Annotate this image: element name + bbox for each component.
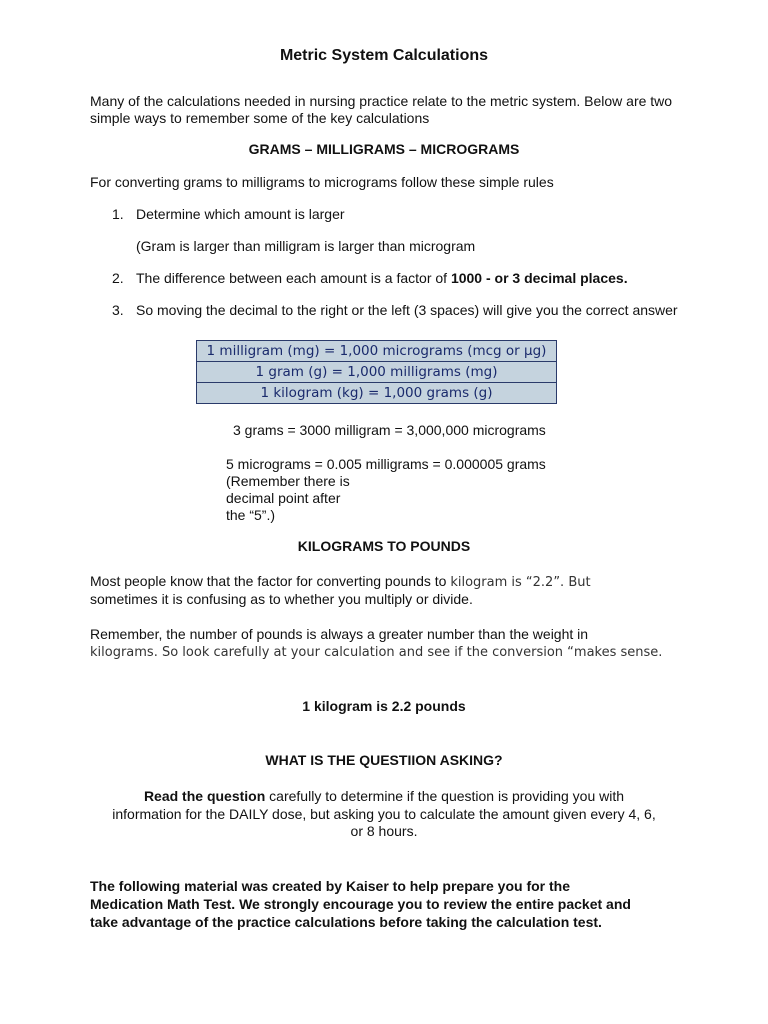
closing-line: take advantage of the practice calculations before taking the calculation test.: [90, 914, 602, 930]
list-number-1: 1.: [112, 206, 124, 222]
section-heading-grams: GRAMS – MILLIGRAMS – MICROGRAMS: [248, 141, 520, 157]
page-title: Metric System Calculations: [279, 47, 489, 64]
section-lead-grams: For converting grams to milligrams to micrograms follow these simple rules: [90, 174, 554, 190]
list-item-2-text: The difference between each amount is a factor of: [136, 270, 451, 286]
question-line-3: or 8 hours.: [350, 823, 418, 839]
question-lead-bold: Read the question: [143, 788, 266, 804]
kg-p1-part-a: Most people know that the factor for converting pounds to: [90, 573, 451, 589]
table-row: [197, 341, 557, 362]
list-number-2: 2.: [112, 270, 124, 286]
table-row: [197, 383, 557, 404]
key-fact: 1 kilogram is 2.2 pounds: [302, 698, 466, 714]
list-item-1: Determine which amount is larger: [136, 206, 345, 222]
closing-line: Medication Math Test. We strongly encourage you to review the entire packet and: [90, 896, 631, 912]
list-item-2: [136, 270, 628, 286]
list-item-3: So moving the decimal to the right or the left (3 spaces) will give you the correct answer: [136, 302, 678, 318]
table-row: [197, 362, 557, 383]
kg-p1-part-b: kilogram is “2.2”. But: [450, 575, 591, 590]
intro-paragraph: Many of the calculations needed in nursing practice relate to the metric system. Below are two simple ways to remember some of the key calculations: [90, 93, 673, 126]
question-line-2: information for the DAILY dose, but asking you to calculate the amount given every 4, 6,: [112, 805, 656, 822]
example-line: 5 micrograms = 0.005 milligrams = 0.000005 grams: [226, 456, 546, 472]
table-cell: 1 gram (g) = 1,000 milligrams (mg): [197, 362, 557, 383]
table-cell: 1 kilogram (kg) = 1,000 grams (g): [197, 383, 557, 404]
list-item-2-bold: 1000 - or 3 decimal places.: [450, 270, 628, 286]
closing-paragraph: [90, 877, 710, 931]
kg-p1-part-c: sometimes it is confusing as to whether you multiply or divide.: [90, 591, 473, 607]
example-line: (Remember there is: [226, 473, 350, 489]
closing-line: The following material was created by Kaiser to help prepare you for the: [90, 878, 571, 894]
question-paragraph: [90, 788, 678, 841]
list-item-1-note: (Gram is larger than milligram is larger than microgram: [136, 238, 476, 254]
conversion-table: [196, 340, 557, 404]
example-grams: 3 grams = 3000 milligram = 3,000,000 micrograms: [233, 422, 546, 438]
kg-paragraph-2: [90, 626, 710, 661]
example-micrograms: [226, 456, 546, 524]
section-heading-question: WHAT IS THE QUESTIION ASKING?: [265, 752, 503, 768]
kg-p2-part-b: kilograms. So look carefully at your calculation and see if the conversion “makes sense.: [90, 645, 663, 660]
section-heading-kg: KILOGRAMS TO POUNDS: [297, 538, 471, 554]
table-cell: 1 milligram (mg) = 1,000 micrograms (mcg or µg): [197, 341, 557, 362]
question-lead-rest: carefully to determine if the question is providing you with: [265, 788, 625, 804]
example-line: the “5”.): [226, 507, 276, 523]
kg-p2-part-a: Remember, the number of pounds is always a greater number than the weight in: [90, 626, 589, 642]
kg-paragraph-1: [90, 573, 710, 608]
list-number-3: 3.: [112, 302, 124, 318]
example-line: decimal point after: [226, 490, 341, 506]
